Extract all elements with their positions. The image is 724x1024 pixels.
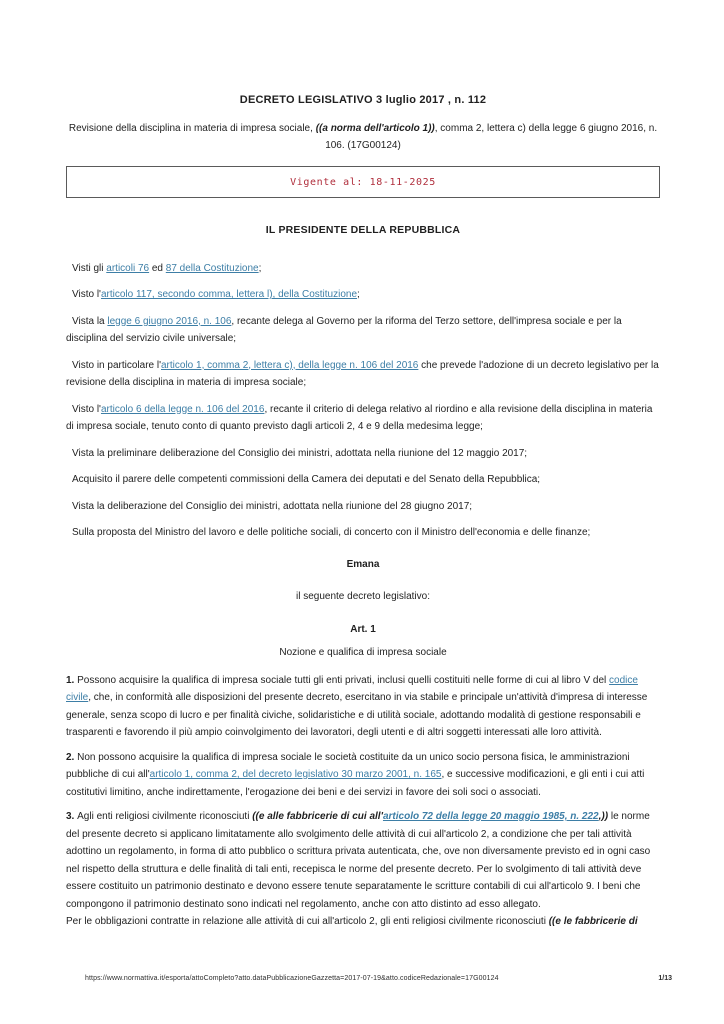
text-segment: che prevede l'adozione di un decreto legislativo per la revisione della disciplina in materia di impresa sociale; bbox=[66, 359, 659, 388]
text-segment: ed bbox=[149, 262, 166, 274]
article-body bbox=[66, 672, 660, 931]
preamble-paragraph bbox=[66, 445, 660, 463]
law-link[interactable]: articolo 1, comma 2, lettera c), della legge n. 106 del 2016 bbox=[161, 359, 419, 371]
text-segment: 1. bbox=[66, 674, 78, 686]
text-segment: le norme del presente decreto si applicano limitatamente allo svolgimento delle attività di cui all'articolo 2, a condizione che per tali attività adottino un regolamento, in forma di atto pubblico o scrittura privata autenticata, che, ove non diversamente previsto ed in ogni caso nel rispetto della struttura e delle finalità di tali enti, recepisca le norme del presente decreto. Per lo svolgimento di tali attività deve essere costituito un patrimonio destinato e devono essere tenute separatamente le scritture contabili di cui all'articolo 9. I beni che compongono il patrimonio destinato sono indicati nel regolamento, anche con atto distinto ad esso allegato. bbox=[66, 811, 651, 910]
preamble-paragraph bbox=[66, 498, 660, 516]
page-indicator: 1/13 bbox=[658, 975, 672, 982]
decree-subtitle bbox=[66, 120, 660, 155]
text-segment: Possono acquisire la qualifica di impresa sociale tutti gli enti privati, inclusi quelli costituiti nelle forme di cui al libro V del bbox=[77, 674, 610, 686]
law-link[interactable]: articolo 1, comma 2, del decreto legislativo 30 marzo 2001, n. 165 bbox=[149, 769, 442, 780]
preamble-paragraph bbox=[66, 471, 660, 489]
footer-url: https://www.normattiva.it/esporta/attoCompleto?atto.dataPubblicazioneGazzetta=2017-07-19&atto.codiceRedazionale=17G00124 bbox=[85, 975, 499, 982]
text-segment: , recante delega al Governo per la riforma del Terzo settore, dell'impresa sociale e per la disciplina del servizio civile universale; bbox=[66, 315, 622, 344]
text-segment: Visti gli bbox=[72, 262, 107, 274]
text-segment: Per le obbligazioni contratte in relazione alle attività di cui all'articolo 2, gli enti religiosi civilmente riconosciuti bbox=[66, 916, 549, 927]
text-segment: , che, in conformità alle disposizioni del presente decreto, esercitano in via stabile e principale un'attività d'impresa di interesse generale, senza scopo di lucro e per finalità civiche, solidaristiche e di utilità sociale, adottando modalità di gestione responsabili e trasparenti e favorendo il più ampio coinvolgimento dei lavoratori, degli utenti e di altri soggetti interessati alle loro attività. bbox=[66, 692, 648, 738]
text-segment: , comma 2, lettera c) della legge 6 giugno 2016, n. 106. (17G00124) bbox=[325, 122, 658, 151]
text-segment: ((e le fabbricerie di bbox=[548, 916, 638, 927]
preamble-paragraph bbox=[66, 524, 660, 542]
text-segment: 3. bbox=[66, 811, 78, 822]
law-link[interactable]: legge 6 giugno 2016, n. 106 bbox=[107, 315, 232, 327]
emana-heading: Emana bbox=[346, 558, 380, 570]
decree-title: DECRETO LEGISLATIVO 3 luglio 2017 , n. 112 bbox=[239, 94, 487, 106]
document-content bbox=[66, 92, 660, 938]
text-segment: Acquisito il parere delle competenti commissioni della Camera dei deputati e del Senato della Repubblica; bbox=[72, 474, 541, 485]
article-number: Art. 1 bbox=[350, 623, 376, 635]
text-segment: 2. bbox=[66, 751, 78, 763]
text-segment: ,)) bbox=[598, 811, 609, 822]
text-segment: Vista la deliberazione del Consiglio dei ministri, adottata nella riunione del 28 giugno 2017; bbox=[72, 500, 473, 512]
text-segment: Agli enti religiosi civilmente riconosciuti bbox=[77, 811, 253, 822]
article-paragraph bbox=[66, 672, 660, 742]
preamble-paragraph bbox=[66, 286, 660, 304]
law-link[interactable]: articolo 72 della legge 20 maggio 1985, n. 222 bbox=[382, 811, 599, 822]
law-link[interactable]: articolo 6 della legge n. 106 del 2016 bbox=[100, 403, 265, 415]
article-paragraph bbox=[66, 808, 660, 913]
text-segment: Non possono acquisire la qualifica di impresa sociale le società costituite da un unico socio persona fisica, le amministrazioni pubbliche di cui all' bbox=[66, 751, 630, 780]
validity-box bbox=[66, 166, 660, 199]
article-paragraph bbox=[66, 749, 660, 802]
text-segment: ((a norma dell'articolo 1)) bbox=[315, 122, 435, 134]
enactment-line: il seguente decreto legislativo: bbox=[296, 591, 430, 602]
text-segment: ; bbox=[258, 262, 262, 274]
law-link[interactable]: articolo 117, secondo comma, lettera l), della Costituzione bbox=[100, 289, 358, 300]
law-link[interactable]: articoli 76 bbox=[106, 262, 150, 274]
article-title: Nozione e qualifica di impresa sociale bbox=[279, 647, 447, 658]
president-heading: IL PRESIDENTE DELLA REPUBBLICA bbox=[265, 224, 461, 236]
article-paragraph bbox=[66, 913, 660, 931]
preamble-paragraph bbox=[66, 313, 660, 348]
preamble bbox=[66, 260, 660, 542]
preamble-paragraph bbox=[66, 357, 660, 392]
text-segment: ((e alle fabbricerie di cui all' bbox=[252, 811, 383, 822]
text-segment: Vista la preliminare deliberazione del Consiglio dei ministri, adottata nella riunione del 12 maggio 2017; bbox=[72, 447, 528, 459]
text-segment: Revisione della disciplina in materia di impresa sociale, bbox=[68, 122, 316, 134]
preamble-paragraph bbox=[66, 260, 660, 278]
text-segment: Vista la bbox=[72, 315, 108, 327]
text-segment: Sulla proposta del Ministro del lavoro e delle politiche sociali, di concerto con il Ministro dell'economia e delle finanze; bbox=[72, 527, 591, 538]
law-link[interactable]: 87 della Costituzione bbox=[165, 262, 259, 274]
text-segment: ; bbox=[357, 289, 360, 300]
text-segment: Visto l' bbox=[72, 289, 101, 300]
text-segment: , recante il criterio di delega relativo al riordino e alla revisione della disciplina in materia di impresa sociale, tenuto conto di quanto previsto dagli articoli 2, 4 e 9 della medesima legge; bbox=[66, 403, 653, 432]
preamble-paragraph bbox=[66, 401, 660, 436]
text-segment: Visto l' bbox=[72, 403, 101, 415]
text-segment: , e successive modificazioni, e gli enti i cui atti costitutivi limitino, anche indirettamente, l'erogazione dei beni e dei servizi in favore dei soli soci o associati. bbox=[66, 769, 645, 798]
text-segment: Visto in particolare l' bbox=[72, 359, 161, 371]
validity-date: Vigente al: 18-11-2025 bbox=[290, 176, 436, 188]
law-link[interactable]: codice civile bbox=[66, 674, 638, 703]
